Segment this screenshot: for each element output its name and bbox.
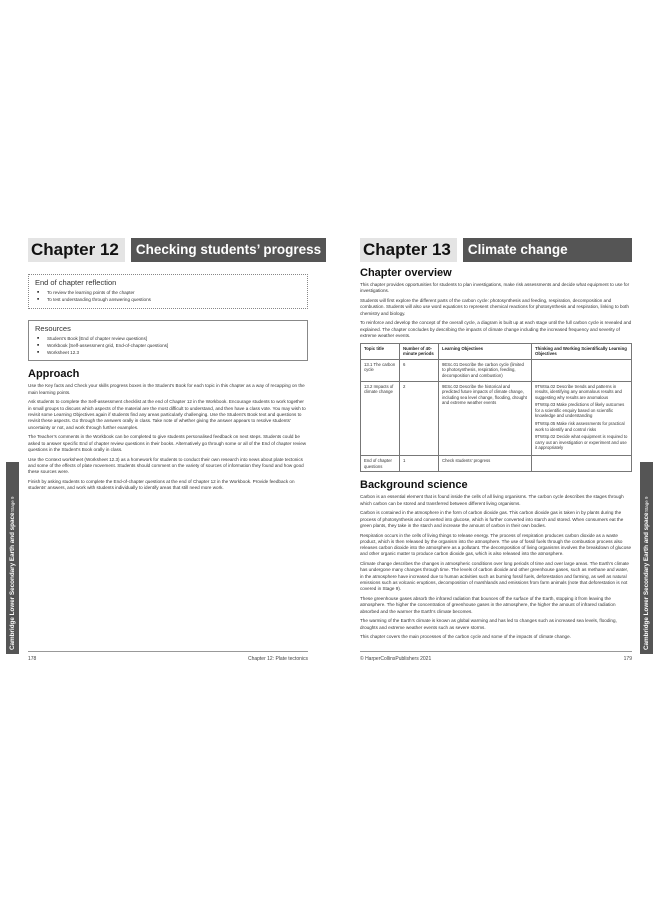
paragraph: Carbon is an essential element that is found inside the cells of all living organisms. The carbon cycle describes the stages through which carbon can be stored and transferred between different living organisms.	[360, 494, 624, 506]
tws-objective: 9TWSp.02 Decide what equipment is required to carry out an investigation or experiment and use it appropriately	[535, 434, 628, 451]
learning-objectives-table	[360, 343, 632, 473]
approach-heading: Approach	[28, 368, 80, 381]
tws-objective: 9TWSp.05 Make risk assessments for practical work to identify and control risks	[535, 421, 625, 432]
right-page	[360, 238, 632, 668]
table-header-row	[361, 343, 632, 359]
list-item: ■ Worksheet 12.3	[35, 349, 301, 356]
paragraph: The warming of the Earth’s climate is known as global warming and has led to changes such as increased sea levels, flooding, droughts and extreme weather events such as severe storms.	[360, 618, 617, 630]
side-tab-subtitle: Stage 9	[644, 496, 649, 513]
side-tab-right	[640, 462, 653, 654]
cell-periods: 1	[400, 456, 439, 472]
reflection-box	[28, 274, 308, 309]
side-tab-title: Cambridge Lower Secondary Earth and space	[643, 512, 650, 650]
cell-periods: 6	[400, 359, 439, 381]
cell-tws	[532, 359, 632, 381]
copyright: © HarperCollinsPublishers 2021	[360, 656, 432, 662]
reflection-box-title: End of chapter reflection	[35, 278, 117, 287]
tws-objective: 9TWSa.02 Describe trends and patterns in results, identifying any anomalous results and suggesting why results are anomalous	[535, 383, 622, 400]
chapter-header	[360, 238, 632, 262]
running-title: Chapter 12: Plate tectonics	[247, 656, 308, 662]
paragraph: Use the Key facts and Check your skills progress boxes in the Student’s Book for each topic in this chapter as a way of recapping on the main learning points.	[28, 383, 305, 395]
left-page	[28, 238, 322, 668]
page-number: 179	[623, 656, 632, 662]
cell-topic: End of chapter questions	[361, 456, 400, 472]
cell-tws	[532, 381, 632, 456]
paragraph: This chapter provides opportunities for students to plan investigations, make risk assessments and decide what equipment to use for investigations.	[360, 282, 630, 294]
column-header: Thinking and Working Scientifically Learning Objectives	[532, 343, 632, 359]
paragraph: Climate change describes the changes in atmospheric conditions over long periods of time and over large areas. The Earth’s climate has undergone many changes through time. The levels of carbon dioxide and other greenhouse gases, such as methane and water, in the atmosphere have increased due to human activities such as burning fossil fuels, deforestation and farming, as well as natural emissions such as volcanic eruptions, decomposition of marshlands and emissions from farm animals (note that deforestation is not covered in Stage 9).	[360, 561, 629, 592]
list-item: ■ To review the learning points of the chapter	[35, 289, 301, 296]
background-heading: Background science	[360, 479, 468, 492]
paragraph: Use the Context worksheet (Worksheet 12.3) as a homework for students to conduct their own research into news about plate tectonics and some of the effects of plate movement. Students should comment on the variety of sources of information they found and how good these sources were.	[28, 456, 304, 475]
cell-objectives: 9ESc.02 Describe the historical and predicted future impacts of climate change, including sea level change, flooding, drought and extreme weather events	[439, 381, 532, 456]
resources-box	[28, 320, 308, 362]
page-number: 178	[28, 656, 37, 662]
cell-tws	[532, 456, 632, 472]
resources-box-title: Resources	[35, 323, 71, 333]
paragraph: Carbon is contained in the atmosphere in the form of carbon dioxide gas. This carbon dioxide gas is taken in by plants during the process of photosynthesis and converted into glucose, which is further converted into starch and stored. When consumers eat the green plants, they take in the starch and increase the amount of carbon in their own bodies.	[360, 510, 624, 528]
paragraph: Ask students to complete the Self-assessment checklist at the end of Chapter 12 in the Workbook. Encourage students to work together in small groups to discuss which aspects of the material are the most difficult to understand, and then have a class vote. You may wish to revisit some Learning Objectives again if students find any areas particularly challenging. Use the Student’s Book text and questions to revisit these aspects. Go through the answers orally in class. Take note of whether giving the answer appears to resolve students’ uncertainty or not, and work through further examples.	[28, 399, 306, 430]
chapter-number: Chapter 13	[360, 238, 457, 262]
side-tab-subtitle: Stage 9	[10, 496, 15, 513]
chapter-header	[28, 238, 322, 262]
chapter-title: Checking students’ progress	[131, 238, 326, 262]
column-header: Learning Objectives	[439, 343, 532, 359]
chapter-number: Chapter 12	[28, 238, 125, 262]
paragraph: These greenhouse gases absorb the infrared radiation that bounces off the surface of the Earth, stopping it from leaving the atmosphere. The higher the concentration of greenhouse gases in the atmosphere, the higher the amount of infrared radiation absorbed and the warmer the Earth’s climate becomes.	[360, 595, 616, 614]
paragraph: Students will first explore the different parts of the carbon cycle: photosynthesis and feeding, respiration, decomposition and combustion. Students will also use word equations to represent chemical reactions for photosynthesis and respiration, linking to both chemistry and biology.	[360, 297, 629, 316]
table-row	[361, 359, 632, 381]
side-tab-left	[6, 462, 19, 654]
side-tab-title: Cambridge Lower Secondary Earth and space	[9, 512, 16, 650]
cell-objectives: Check students’ progress	[439, 456, 532, 472]
list-item: ■ Workbook [Self-assessment grid, End-of-chapter questions]	[35, 342, 301, 349]
cell-topic: 13.2 Impacts of climate change	[361, 381, 400, 456]
column-header: Number of 40-minute periods	[400, 343, 439, 359]
paragraph: Finish by asking students to complete the End-of-chapter questions at the end of Chapter 12 in the Workbook. Provide feedback on students’ answers, and work with students individually to identify areas that still need more work.	[28, 478, 295, 491]
paragraph: To reinforce and develop the concept of the overall cycle, a diagram is built up at each stage until the full carbon cycle is revealed and explained. The chapter concludes by describing the impacts of climate change including the increased frequency and severity of extreme weather events.	[360, 320, 632, 338]
cell-periods: 2	[400, 381, 439, 456]
tws-objective: 9TWSp.03 Make predictions of likely outcomes for a scientific enquiry based on scientific knowledge and understanding	[535, 402, 625, 419]
list-item: ■ Student’s Book [End of chapter review questions]	[35, 335, 301, 342]
paragraph: This chapter covers the main processes of the carbon cycle and some of the impacts of climate change.	[360, 634, 571, 640]
page-footer	[28, 651, 308, 662]
table-row	[361, 381, 632, 456]
cell-topic: 13.1 The carbon cycle	[361, 359, 400, 381]
table-row	[361, 456, 632, 472]
cell-objectives: 9ESc.01 Describe the carbon cycle (limited to photosynthesis, respiration, feeding, decomposition and combustion)	[439, 359, 532, 381]
paragraph: The Teacher’s comments in the Workbook can be completed to give students personalised feedback on next steps. Students could be asked to answer specific End of chapter review questions in their books. Alternatively go through some or all of the End of chapter review questions in the Student’s Book orally in class.	[28, 434, 307, 452]
page-footer	[360, 651, 632, 662]
overview-heading: Chapter overview	[360, 267, 452, 279]
column-header: Topic title	[361, 343, 400, 359]
list-item: ■ To test understanding through answering questions	[35, 296, 301, 303]
chapter-title: Climate change	[463, 238, 632, 262]
paragraph: Respiration occurs in the cells of living things to release energy. The process of respiration produces carbon dioxide as a waste product, which is then released by the organism into the atmosphere. The use of fossil fuels through the combustion process also releases carbon dioxide into the atmosphere as a pollutant. The decomposition of living organisms involves the breakdown of glucose and other organic matter to produce carbon dioxide gas, which is also released into the atmosphere.	[360, 532, 632, 557]
